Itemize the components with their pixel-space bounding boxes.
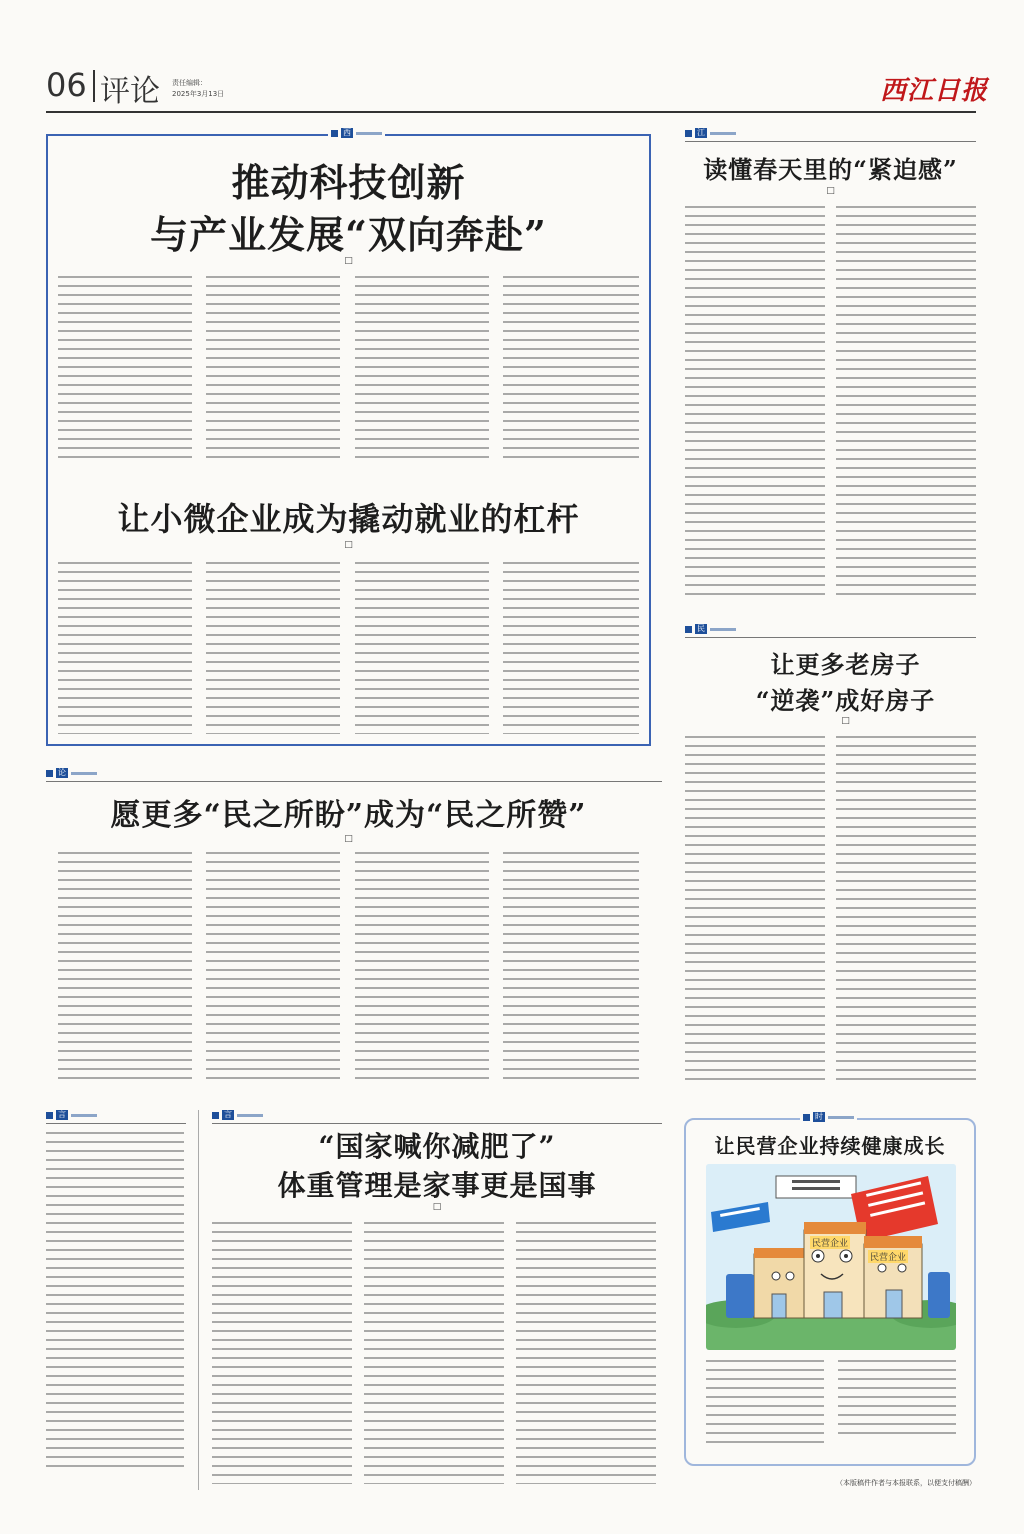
a2-column-3 — [355, 562, 489, 734]
a7-column-2 — [364, 1222, 504, 1484]
a4-column-1 — [685, 736, 825, 1080]
cartoon-label-2: 民营企业 — [868, 1250, 908, 1263]
tag-label-lines — [356, 132, 382, 135]
a6-top-rule — [46, 1123, 186, 1124]
tag-label-lines — [710, 132, 736, 135]
a4-byline: □ — [841, 716, 850, 726]
a2-column-2 — [206, 562, 340, 734]
tag-a5 — [46, 768, 97, 778]
tag-a8 — [800, 1112, 857, 1122]
footer-note: （本版稿件作者与本报联系，以便支付稿酬） — [836, 1479, 976, 1487]
tag-square-icon — [46, 1112, 53, 1119]
a4-column-2 — [836, 736, 976, 1080]
a1-column-2 — [206, 276, 340, 462]
a6-column — [46, 1132, 184, 1472]
tag-square-icon — [803, 1114, 810, 1121]
a4-top-rule — [685, 637, 976, 638]
tag-badge: 江 — [697, 128, 705, 137]
a2-title: 让小微企业成为撬动就业的杠杆 — [117, 500, 580, 538]
section-title: 评论 — [100, 74, 160, 109]
a5-top-rule — [46, 781, 662, 782]
editor-info: 责任编辑： — [172, 79, 207, 87]
tag-badge: 时 — [815, 1112, 823, 1121]
tag-square-icon — [685, 626, 692, 633]
a5-title: 愿更多“民之所盼”成为“民之所赞” — [110, 798, 587, 833]
tag-a7 — [212, 1110, 263, 1120]
page-number: 06 — [46, 66, 87, 104]
tag-badge: 西 — [343, 128, 351, 137]
a7-byline: □ — [432, 1202, 442, 1212]
cartoon-label-1: 民营企业 — [810, 1236, 850, 1249]
a4-title-line1: 让更多老房子 — [770, 650, 921, 679]
tag-label-lines — [71, 1114, 97, 1117]
tag-badge: 论 — [58, 768, 66, 777]
a7-column-3 — [516, 1222, 656, 1484]
issue-date: 2025年3月13日 — [172, 90, 225, 98]
a5-column-4 — [503, 852, 639, 1082]
tag-square-icon — [212, 1112, 219, 1119]
a1-column-1 — [58, 276, 192, 462]
masthead-logo: 西江日报 — [880, 76, 989, 106]
tag-square-icon — [685, 130, 692, 137]
a8-title: 让民营企业持续健康成长 — [714, 1134, 946, 1158]
tag-label-lines — [237, 1114, 263, 1117]
tag-square-icon — [46, 770, 53, 777]
a3-column-1 — [685, 206, 825, 602]
a2-byline: □ — [344, 540, 353, 550]
cartoon-svg — [706, 1164, 956, 1350]
header-divider — [93, 70, 95, 102]
a1-byline: □ — [344, 256, 353, 266]
a3-top-rule — [685, 141, 976, 142]
a2-column-1 — [58, 562, 192, 734]
a7-top-rule — [212, 1123, 662, 1124]
a7-column-1 — [212, 1222, 352, 1484]
tag-badge: 言 — [58, 1110, 66, 1119]
a8-column-1 — [706, 1360, 824, 1446]
a8-column-2 — [838, 1360, 956, 1436]
tag-badge: 民 — [697, 624, 705, 633]
header-rule — [46, 111, 976, 113]
a3-column-2 — [836, 206, 976, 602]
tag-a1 — [328, 128, 385, 138]
tag-label-lines — [71, 772, 97, 775]
a7-title-line1: “国家喊你减肥了” — [318, 1130, 556, 1163]
a5-column-2 — [206, 852, 340, 1082]
tag-label-lines — [710, 628, 736, 631]
a1-column-3 — [355, 276, 489, 462]
a7-title-line2: 体重管理是家事更是国事 — [277, 1169, 597, 1202]
a3-byline: □ — [826, 186, 835, 196]
a4-title-line2: “逆袭”成好房子 — [755, 686, 936, 715]
cartoon-illustration — [706, 1164, 956, 1350]
tag-a4 — [685, 624, 736, 634]
a6-divider — [198, 1110, 199, 1490]
a5-column-3 — [355, 852, 489, 1082]
tag-a6 — [46, 1110, 97, 1120]
a5-column-1 — [58, 852, 192, 1082]
a5-byline: □ — [344, 834, 353, 844]
tag-badge: 言 — [224, 1110, 232, 1119]
a1-title-line2: 与产业发展“双向奔赴” — [150, 212, 547, 257]
tag-a3 — [685, 128, 736, 138]
a3-title: 读懂春天里的“紧迫感” — [703, 155, 958, 184]
tag-square-icon — [331, 130, 338, 137]
a2-column-4 — [503, 562, 639, 734]
tag-label-lines — [828, 1116, 854, 1119]
a1-title-line1: 推动科技创新 — [231, 160, 466, 205]
a1-column-4 — [503, 276, 639, 462]
